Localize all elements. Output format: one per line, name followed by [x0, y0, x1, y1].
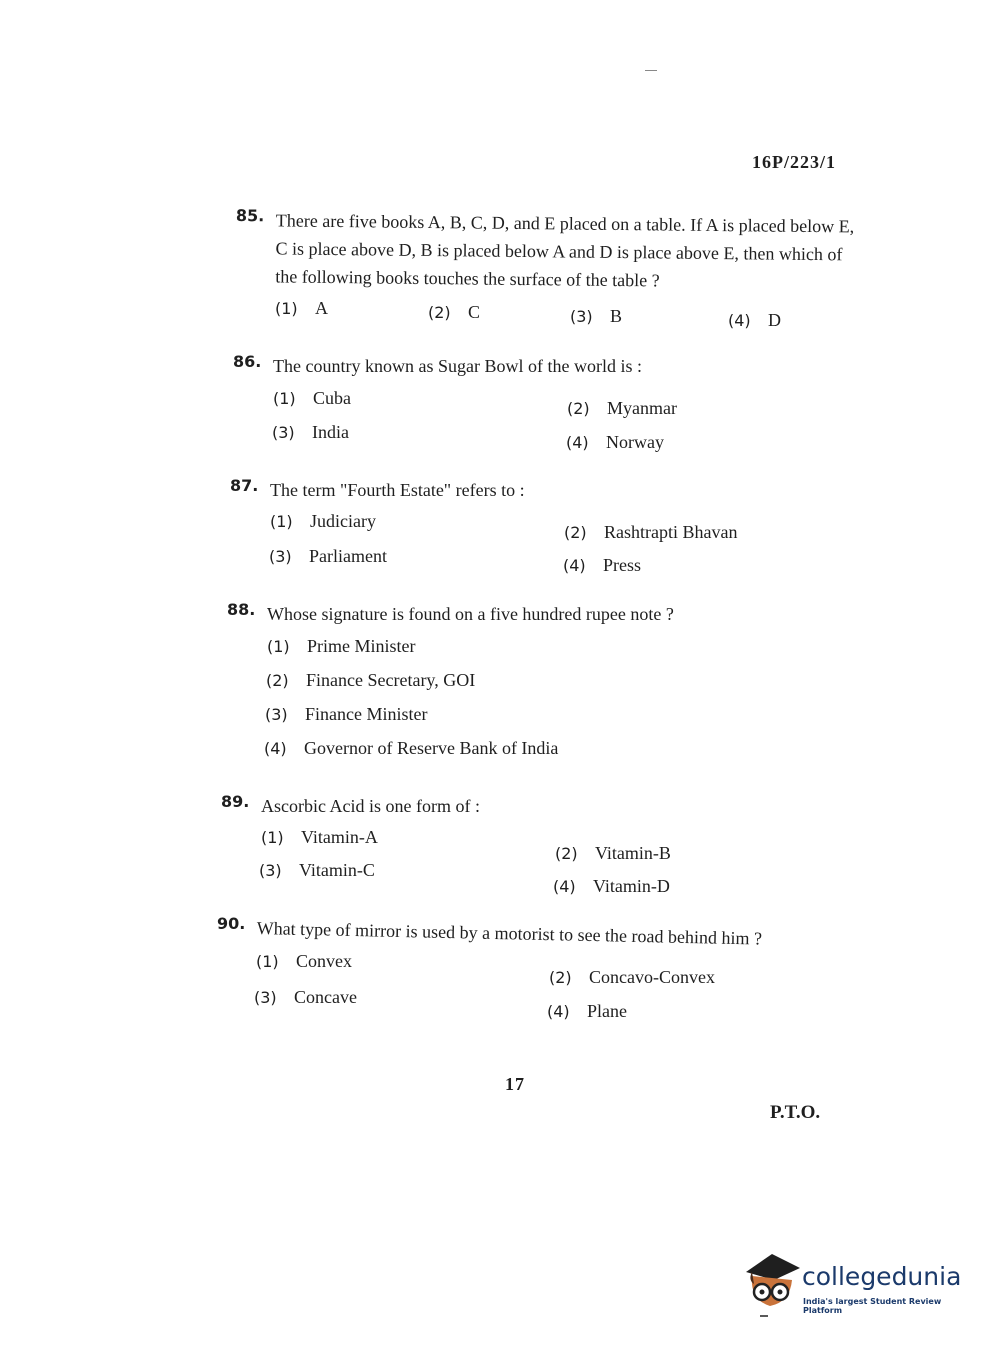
- question-number: 88.: [227, 600, 256, 619]
- option-number: (2): [428, 303, 451, 322]
- option-number: (4): [566, 433, 589, 452]
- option-text: C: [468, 302, 481, 322]
- option-number: (2): [564, 523, 587, 542]
- question-stem: Whose signature is found on a five hundred rupee note ?: [267, 604, 674, 624]
- option-number: (3): [254, 988, 277, 1007]
- option-text: Myanmar: [607, 398, 677, 418]
- scan-mark: [645, 70, 657, 71]
- option-text: Rashtrapti Bhavan: [604, 522, 738, 542]
- option-number: (1): [270, 512, 293, 531]
- page-number: 17: [505, 1074, 525, 1094]
- brand-tagline: India's largest Student Review Platform: [803, 1297, 942, 1315]
- option-number: (1): [275, 299, 298, 318]
- option-text: Finance Minister: [305, 704, 428, 724]
- option-88-2: [266, 670, 475, 691]
- question-number: 86.: [233, 352, 262, 371]
- option-85-4: [728, 310, 781, 331]
- option-90-4: [547, 1001, 627, 1022]
- option-number: (1): [261, 828, 284, 847]
- question-stem: The term "Fourth Estate" refers to :: [270, 480, 525, 500]
- option-86-3: [272, 422, 349, 443]
- question-stem: The country known as Sugar Bowl of the world is :: [273, 356, 642, 376]
- question-stem: Ascorbic Acid is one form of :: [261, 796, 480, 816]
- question-number: 87.: [230, 476, 259, 495]
- option-text: Governor of Reserve Bank of India: [304, 738, 559, 758]
- option-number: (2): [549, 968, 572, 987]
- option-number: (1): [256, 952, 279, 971]
- option-number: (3): [259, 861, 282, 880]
- option-85-2: [428, 302, 480, 323]
- option-text: Concave: [294, 987, 357, 1007]
- collegedunia-logo: [742, 1250, 972, 1320]
- pto-label: P.T.O.: [770, 1102, 821, 1123]
- question-stem: There are five books A, B, C, D, and E placed on a table. If A is placed below E, C is place above D, B is placed below A and D is place above E, then which of the following books touches the surface of the table ?: [275, 210, 855, 291]
- paper-code: 16P/223/1: [752, 152, 836, 172]
- option-text: Concavo-Convex: [589, 967, 715, 987]
- option-89-2: [555, 843, 671, 864]
- option-text: Cuba: [313, 388, 351, 408]
- option-text: Parliament: [309, 546, 387, 566]
- option-90-3: [254, 987, 357, 1008]
- option-90-2: [549, 967, 715, 988]
- option-86-2: [567, 398, 677, 419]
- option-86-4: [566, 432, 664, 453]
- option-89-4: [553, 876, 670, 897]
- option-text: Vitamin-D: [593, 876, 670, 896]
- option-86-1: [273, 388, 351, 409]
- option-number: (4): [547, 1002, 570, 1021]
- option-number: (3): [570, 307, 593, 326]
- option-text: Vitamin-C: [299, 860, 375, 880]
- option-88-3: [265, 704, 427, 725]
- option-text: B: [610, 306, 623, 326]
- option-88-4: [264, 738, 558, 759]
- option-85-3: [570, 306, 622, 327]
- option-number: (2): [567, 399, 590, 418]
- option-87-1: [270, 511, 376, 532]
- option-88-1: [267, 636, 416, 657]
- option-90-1: [256, 951, 352, 972]
- option-text: Vitamin-B: [595, 843, 671, 863]
- option-87-2: [564, 522, 737, 543]
- option-number: (3): [269, 547, 292, 566]
- option-text: A: [315, 298, 328, 318]
- option-89-3: [259, 860, 375, 881]
- question-number: 85.: [235, 206, 265, 226]
- option-number: (1): [267, 637, 290, 656]
- option-text: Plane: [587, 1001, 627, 1021]
- question-stem: What type of mirror is used by a motorist to see the road behind him ?: [256, 917, 763, 949]
- option-number: (4): [553, 877, 576, 896]
- brand-name: collegedunia: [802, 1262, 962, 1291]
- option-87-3: [269, 546, 387, 567]
- option-number: (3): [265, 705, 288, 724]
- option-87-4: [563, 555, 641, 576]
- question-number: 89.: [221, 792, 250, 811]
- option-text: Finance Secretary, GOI: [306, 670, 476, 690]
- option-number: (2): [555, 844, 578, 863]
- option-85-1: [275, 298, 328, 319]
- option-text: Convex: [296, 951, 352, 971]
- option-text: India: [312, 422, 349, 442]
- option-text: Vitamin-A: [301, 827, 378, 847]
- question-number: 90.: [217, 914, 246, 933]
- option-number: (2): [266, 671, 289, 690]
- option-text: D: [768, 310, 781, 330]
- option-number: (3): [272, 423, 295, 442]
- option-number: (1): [273, 389, 296, 408]
- option-text: Prime Minister: [307, 636, 416, 656]
- mascot-icon: [742, 1250, 804, 1320]
- option-text: Judiciary: [310, 511, 376, 531]
- option-number: (4): [728, 311, 751, 330]
- option-number: (4): [264, 739, 287, 758]
- option-text: Press: [603, 555, 642, 575]
- option-text: Norway: [606, 432, 664, 452]
- option-number: (4): [563, 556, 586, 575]
- option-89-1: [261, 827, 378, 848]
